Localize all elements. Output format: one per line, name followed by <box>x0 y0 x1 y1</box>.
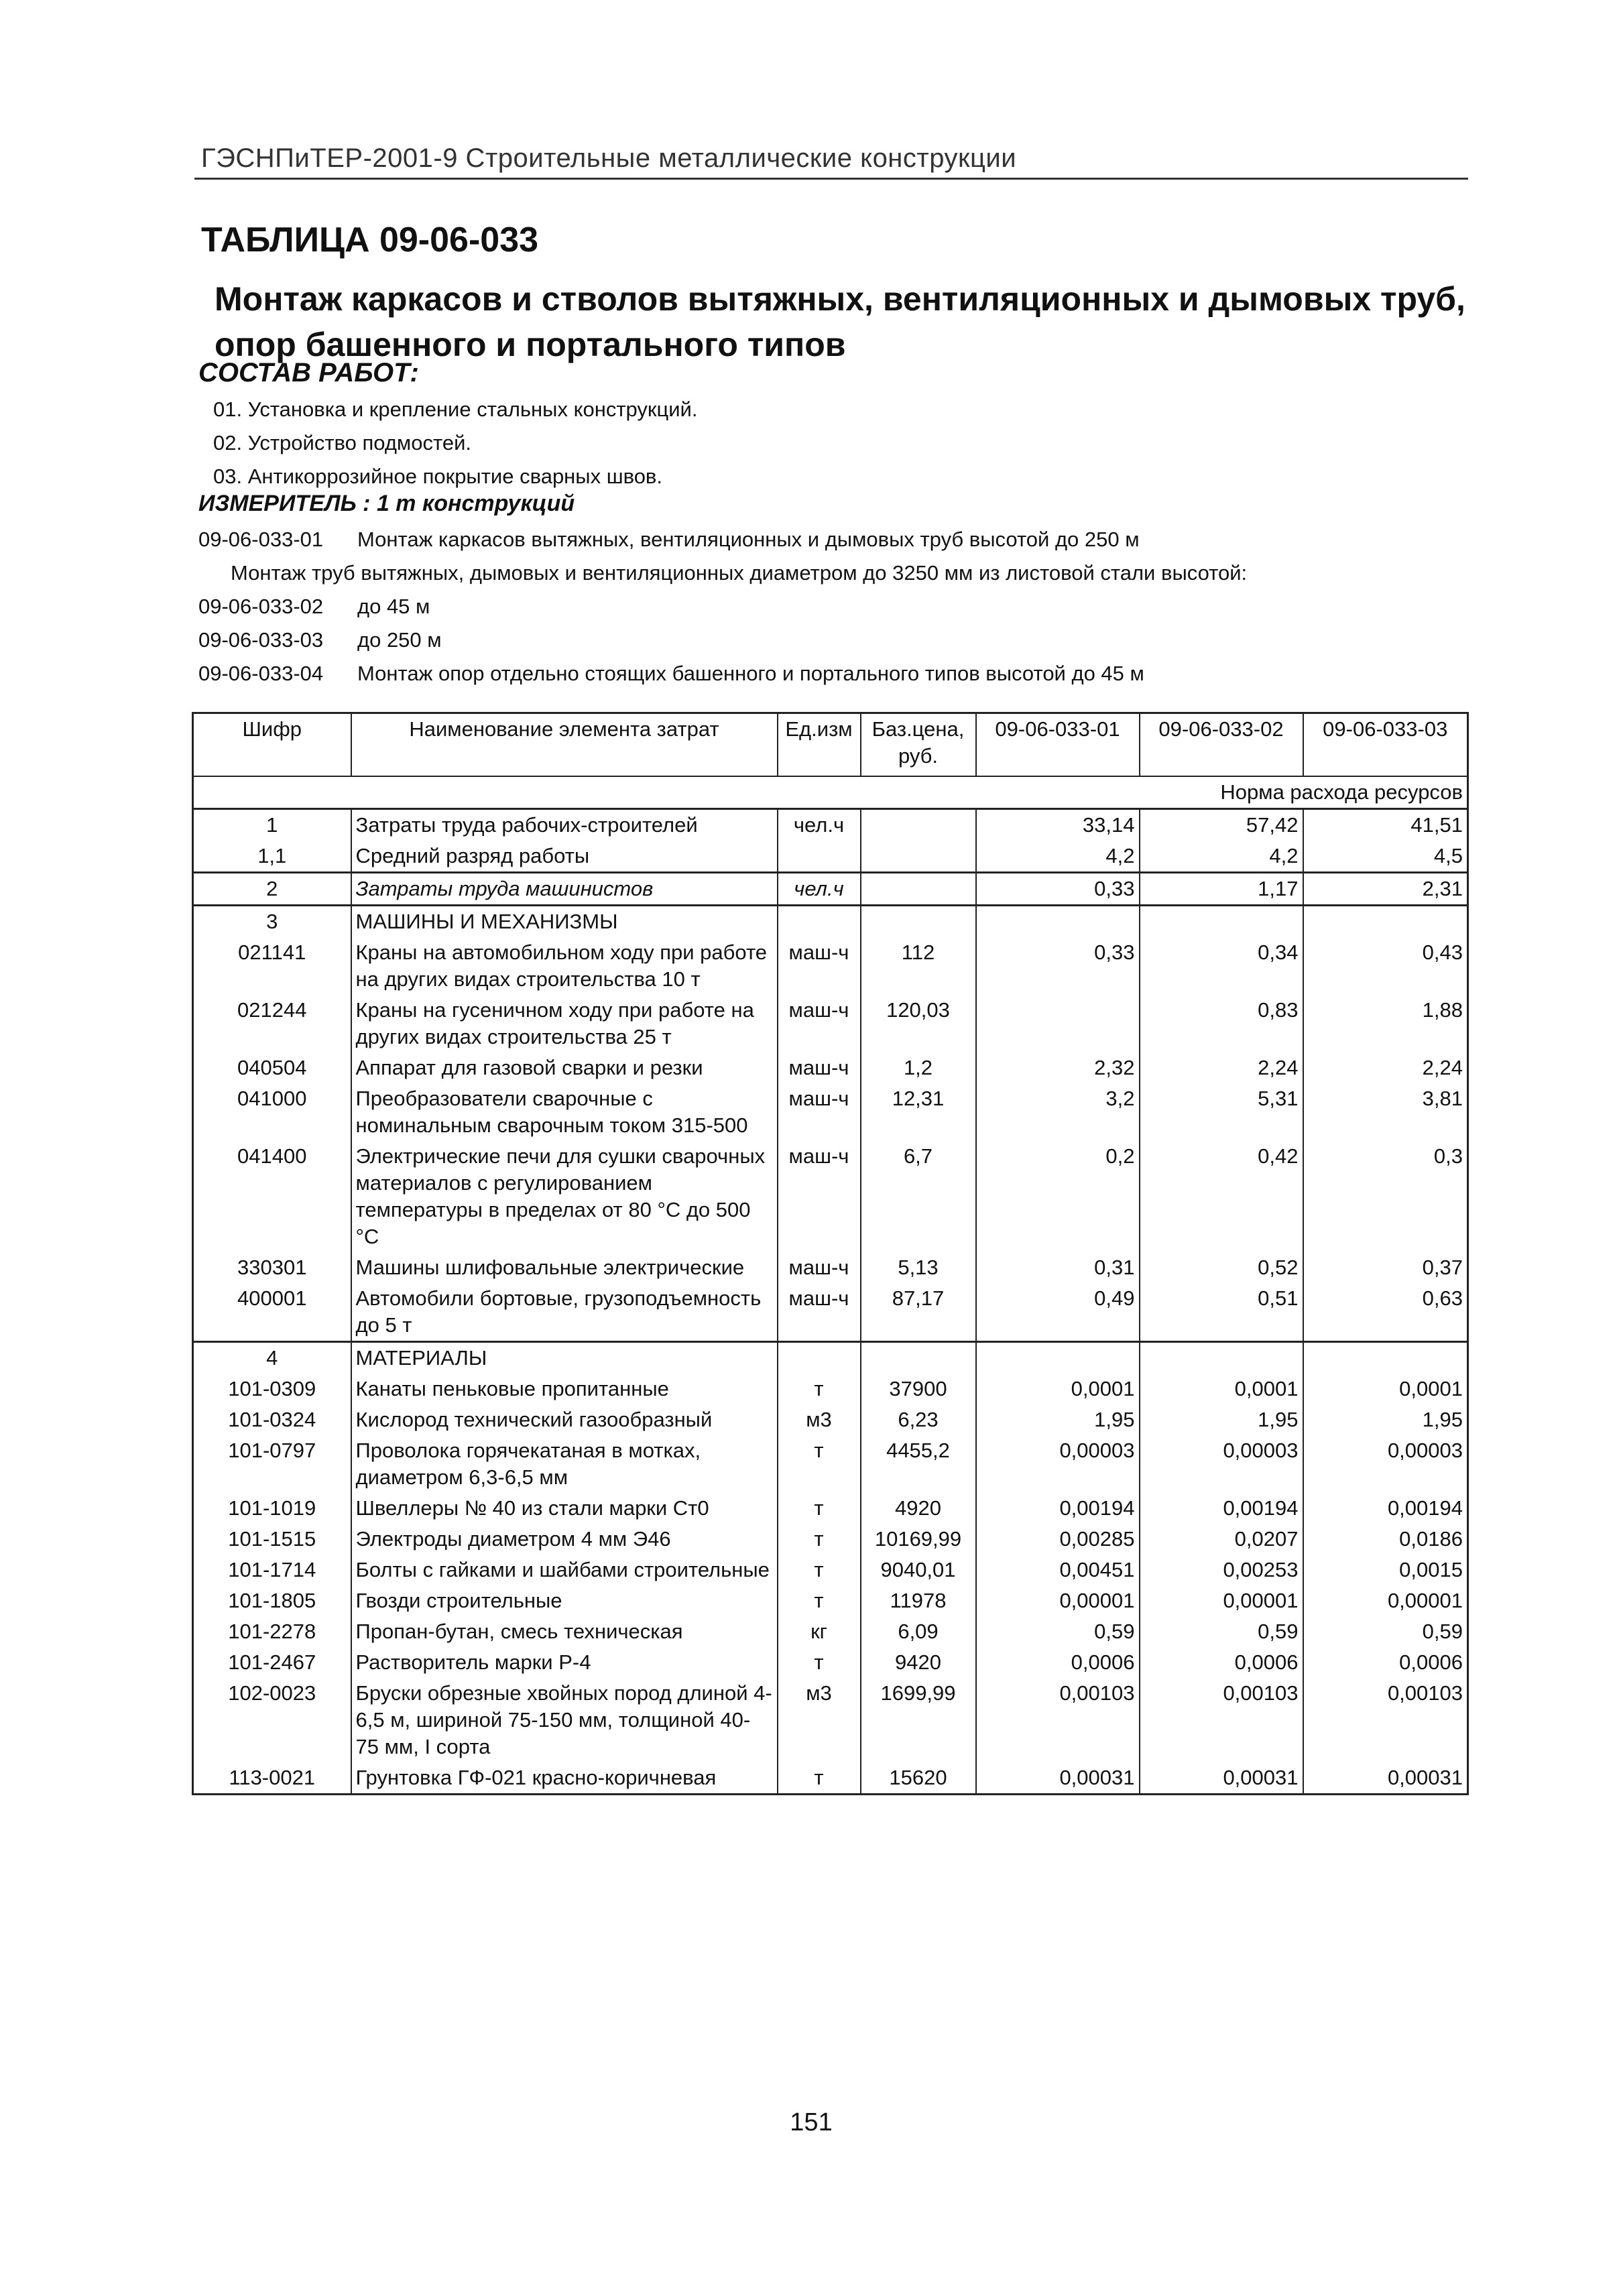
cell-price: 112 <box>861 937 976 995</box>
header-name: Наименование элемента затрат <box>351 713 778 777</box>
cell-variant-2: 0,52 <box>1140 1252 1303 1283</box>
cell-code: 041400 <box>193 1141 351 1252</box>
cell-variant-2: 0,00194 <box>1140 1493 1303 1524</box>
cell-variant-3: 0,00003 <box>1303 1435 1468 1493</box>
table-row <box>193 1052 1468 1083</box>
cell-variant-2: 0,0207 <box>1140 1524 1303 1555</box>
variant-code: 09-06-033-01 <box>198 528 324 551</box>
table-row <box>193 809 1468 841</box>
cell-variant-2: 2,24 <box>1140 1052 1303 1083</box>
variant-code: 09-06-033-04 <box>198 662 324 685</box>
cell-name: Электрические печи для сушки сварочных материалов с регулированием температуры в пределах от 80 °С до 500 °С <box>351 1141 778 1252</box>
page-title: Монтаж каркасов и стволов вытяжных, вентиляционных и дымовых труб, опор башенного и портального типов <box>215 280 1465 363</box>
cell-variant-3: 0,3 <box>1303 1141 1468 1252</box>
cell-variant-1: 0,31 <box>976 1252 1140 1283</box>
cell-unit: т <box>778 1585 861 1616</box>
cell-name: Грунтовка ГФ-021 красно-коричневая <box>351 1762 778 1795</box>
cell-price: 11978 <box>861 1585 976 1616</box>
cell-unit: маш-ч <box>778 1083 861 1141</box>
page-number: 151 <box>790 2108 833 2136</box>
cell-code: 101-1714 <box>193 1555 351 1585</box>
cell-price: 5,13 <box>861 1252 976 1283</box>
cell-variant-1: 0,33 <box>976 873 1140 906</box>
table-code: ТАБЛИЦА 09-06-033 <box>201 221 539 259</box>
cell-price: 9040,01 <box>861 1555 976 1585</box>
cell-name: Краны на автомобильном ходу при работе на других видах строительства 10 т <box>351 937 778 995</box>
cell-variant-1: 0,00194 <box>976 1493 1140 1524</box>
table-row <box>193 1616 1468 1647</box>
cell-unit: т <box>778 1493 861 1524</box>
cell-price: 6,09 <box>861 1616 976 1647</box>
cell-variant-1: 1,95 <box>976 1404 1140 1435</box>
cell-name: Автомобили бортовые, грузоподъемность до 5 т <box>351 1283 778 1342</box>
cell-name: Бруски обрезные хвойных пород длиной 4-6,5 м, шириной 75-150 мм, толщиной 40-75 мм, I сорта <box>351 1678 778 1762</box>
header-variant-2: 09-06-033-02 <box>1140 713 1303 777</box>
cell-unit: т <box>778 1762 861 1795</box>
table-row <box>193 995 1468 1052</box>
cell-variant-2: 0,51 <box>1140 1283 1303 1342</box>
table-row <box>193 1585 1468 1616</box>
header-code: Шифр <box>193 713 351 777</box>
cell-variant-1: 0,49 <box>976 1283 1140 1342</box>
cell-name: Растворитель марки Р-4 <box>351 1647 778 1678</box>
cell-price: 12,31 <box>861 1083 976 1141</box>
table-row <box>193 1283 1468 1342</box>
cell-unit: т <box>778 1524 861 1555</box>
cell-variant-1: 2,32 <box>976 1052 1140 1083</box>
cell-variant-3: 2,24 <box>1303 1052 1468 1083</box>
cell-variant-3: 0,0186 <box>1303 1524 1468 1555</box>
cell-variant-1: 0,00001 <box>976 1585 1140 1616</box>
cell-code: 101-1019 <box>193 1493 351 1524</box>
cell-variant-2: 0,00253 <box>1140 1555 1303 1585</box>
cell-price: 6,7 <box>861 1141 976 1252</box>
cell-variant-2: 57,42 <box>1140 809 1303 841</box>
cell-name: Кислород технический газообразный <box>351 1404 778 1435</box>
cell-variant-3: 3,81 <box>1303 1083 1468 1141</box>
table-body <box>193 809 1468 1795</box>
cell-price: 87,17 <box>861 1283 976 1342</box>
cell-variant-3: 41,51 <box>1303 809 1468 841</box>
cell-unit: т <box>778 1555 861 1585</box>
table-row <box>193 1342 1468 1374</box>
cell-variant-3: 0,0001 <box>1303 1374 1468 1404</box>
cell-code: 1 <box>193 809 351 841</box>
cell-code: 113-0021 <box>193 1762 351 1795</box>
table-row <box>193 1083 1468 1141</box>
table-row <box>193 1555 1468 1585</box>
cell-variant-2: 0,83 <box>1140 995 1303 1052</box>
cell-code: 040504 <box>193 1052 351 1083</box>
variant-text: Монтаж опор отдельно стоящих башенного и портального типов высотой до 45 м <box>357 662 1144 685</box>
cell-unit: чел.ч <box>778 873 861 906</box>
cell-name: МАТЕРИАЛЫ <box>351 1342 778 1374</box>
cell-name: Затраты труда рабочих-строителей <box>351 809 778 841</box>
header-variant-1: 09-06-033-01 <box>976 713 1140 777</box>
cell-variant-1: 0,00103 <box>976 1678 1140 1762</box>
work-item: 02. Устройство подмостей. <box>213 431 472 455</box>
cell-name: Средний разряд работы <box>351 841 778 873</box>
cell-variant-2: 0,42 <box>1140 1141 1303 1252</box>
cell-unit: маш-ч <box>778 1141 861 1252</box>
cell-code: 1,1 <box>193 841 351 873</box>
cell-price <box>861 906 976 938</box>
cell-variant-2: 0,0006 <box>1140 1647 1303 1678</box>
cell-price <box>861 841 976 873</box>
cell-name: Канаты пеньковые пропитанные <box>351 1374 778 1404</box>
cell-code: 021244 <box>193 995 351 1052</box>
variant-row <box>198 623 1247 657</box>
norm-label-row <box>193 776 1468 809</box>
cell-code: 102-0023 <box>193 1678 351 1762</box>
cell-unit <box>778 906 861 938</box>
cell-variant-3: 0,59 <box>1303 1616 1468 1647</box>
cell-variant-1: 0,00031 <box>976 1762 1140 1795</box>
variant-note-text: Монтаж труб вытяжных, дымовых и вентиляционных диаметром до 3250 мм из листовой стали высотой: <box>231 561 1248 585</box>
cell-variant-2 <box>1140 1342 1303 1374</box>
cell-unit: м3 <box>778 1404 861 1435</box>
cell-variant-1: 0,0006 <box>976 1647 1140 1678</box>
cell-unit: т <box>778 1435 861 1493</box>
cell-variant-3: 4,5 <box>1303 841 1468 873</box>
cell-name: Проволока горячекатаная в мотках, диаметром 6,3-6,5 мм <box>351 1435 778 1493</box>
cell-name: Преобразователи сварочные с номинальным сварочным током 315-500 <box>351 1083 778 1141</box>
table-row <box>193 873 1468 906</box>
cell-code: 101-1805 <box>193 1585 351 1616</box>
cell-variant-3: 0,00031 <box>1303 1762 1468 1795</box>
cell-price: 1,2 <box>861 1052 976 1083</box>
cell-name: МАШИНЫ И МЕХАНИЗМЫ <box>351 906 778 938</box>
variant-code: 09-06-033-03 <box>198 628 324 652</box>
cell-unit: кг <box>778 1616 861 1647</box>
cell-variant-1: 4,2 <box>976 841 1140 873</box>
cell-variant-1: 33,14 <box>976 809 1140 841</box>
work-composition-list <box>213 393 698 493</box>
variants-list <box>198 523 1247 690</box>
table-row <box>193 1524 1468 1555</box>
cell-variant-2: 1,17 <box>1140 873 1303 906</box>
cell-code: 101-2467 <box>193 1647 351 1678</box>
variant-text: Монтаж каркасов вытяжных, вентиляционных и дымовых труб высотой до 250 м <box>357 528 1140 551</box>
table-row <box>193 1252 1468 1283</box>
cell-variant-2: 0,0001 <box>1140 1374 1303 1404</box>
cell-variant-3: 1,88 <box>1303 995 1468 1052</box>
cell-price <box>861 809 976 841</box>
table-row <box>193 1404 1468 1435</box>
cell-name: Гвозди строительные <box>351 1585 778 1616</box>
cell-code: 400001 <box>193 1283 351 1342</box>
variant-code: 09-06-033-02 <box>198 595 324 618</box>
cell-variant-2: 0,34 <box>1140 937 1303 995</box>
running-header: ГЭСНПиТЕР-2001-9 Строительные металлические конструкции <box>201 143 1017 173</box>
cell-variant-2 <box>1140 906 1303 938</box>
cell-variant-1: 3,2 <box>976 1083 1140 1141</box>
cell-price <box>861 873 976 906</box>
cell-price: 120,03 <box>861 995 976 1052</box>
cell-name: Затраты труда машинистов <box>351 873 778 906</box>
cell-price: 9420 <box>861 1647 976 1678</box>
work-item: 03. Антикоррозийное покрытие сварных швов. <box>213 465 663 488</box>
table-row <box>193 906 1468 938</box>
variant-row <box>198 657 1247 690</box>
header-unit: Ед.изм <box>778 713 861 777</box>
cell-price <box>861 1342 976 1374</box>
cell-variant-1: 0,00451 <box>976 1555 1140 1585</box>
cell-variant-3: 2,31 <box>1303 873 1468 906</box>
table-row <box>193 1493 1468 1524</box>
cell-name: Пропан-бутан, смесь техническая <box>351 1616 778 1647</box>
cell-variant-1 <box>976 995 1140 1052</box>
cell-name: Аппарат для газовой сварки и резки <box>351 1052 778 1083</box>
cell-variant-1: 0,00003 <box>976 1435 1140 1493</box>
cell-code: 2 <box>193 873 351 906</box>
cell-name: Болты с гайками и шайбами строительные <box>351 1555 778 1585</box>
cell-variant-2: 0,00031 <box>1140 1762 1303 1795</box>
variant-group-note <box>198 556 1247 590</box>
meter-label: ИЗМЕРИТЕЛЬ : 1 т конструкций <box>198 491 575 516</box>
variant-row <box>198 590 1247 623</box>
cell-variant-3: 1,95 <box>1303 1404 1468 1435</box>
cell-unit: м3 <box>778 1678 861 1762</box>
cell-price: 4920 <box>861 1493 976 1524</box>
cell-variant-1 <box>976 906 1140 938</box>
cell-code: 3 <box>193 906 351 938</box>
table-row <box>193 1762 1468 1795</box>
cell-code: 041000 <box>193 1083 351 1141</box>
cell-unit: маш-ч <box>778 1052 861 1083</box>
cell-variant-2: 0,00001 <box>1140 1585 1303 1616</box>
cell-variant-1: 0,0001 <box>976 1374 1140 1404</box>
cell-code: 101-0309 <box>193 1374 351 1404</box>
cell-variant-1 <box>976 1342 1140 1374</box>
work-composition-heading: СОСТАВ РАБОТ: <box>198 358 419 387</box>
cell-variant-2: 1,95 <box>1140 1404 1303 1435</box>
header-price: Баз.цена, руб. <box>861 713 976 777</box>
cell-unit <box>778 1342 861 1374</box>
cell-variant-2: 0,00003 <box>1140 1435 1303 1493</box>
cell-variant-2: 5,31 <box>1140 1083 1303 1141</box>
cell-name: Машины шлифовальные электрические <box>351 1252 778 1283</box>
cell-unit: т <box>778 1374 861 1404</box>
cell-variant-3: 0,00103 <box>1303 1678 1468 1762</box>
cell-unit <box>778 841 861 873</box>
cell-variant-3: 0,63 <box>1303 1283 1468 1342</box>
cell-variant-3 <box>1303 906 1468 938</box>
cell-price: 37900 <box>861 1374 976 1404</box>
variant-text: до 250 м <box>357 628 442 652</box>
work-item: 01. Установка и крепление стальных конструкций. <box>213 398 698 421</box>
cell-unit: маш-ч <box>778 1252 861 1283</box>
cell-unit: маш-ч <box>778 995 861 1052</box>
norm-label: Норма расхода ресурсов <box>193 776 1468 809</box>
cell-variant-3: 0,37 <box>1303 1252 1468 1283</box>
cell-code: 330301 <box>193 1252 351 1283</box>
resource-table <box>192 712 1469 1795</box>
table-row <box>193 1374 1468 1404</box>
cell-unit: чел.ч <box>778 809 861 841</box>
cell-unit: маш-ч <box>778 1283 861 1342</box>
cell-variant-1: 0,33 <box>976 937 1140 995</box>
cell-variant-1: 0,59 <box>976 1616 1140 1647</box>
cell-variant-2: 0,00103 <box>1140 1678 1303 1762</box>
cell-variant-3 <box>1303 1342 1468 1374</box>
cell-code: 101-0797 <box>193 1435 351 1493</box>
cell-code: 101-0324 <box>193 1404 351 1435</box>
header-variant-3: 09-06-033-03 <box>1303 713 1468 777</box>
cell-variant-3: 0,00194 <box>1303 1493 1468 1524</box>
cell-price: 1699,99 <box>861 1678 976 1762</box>
cell-code: 4 <box>193 1342 351 1374</box>
cell-code: 021141 <box>193 937 351 995</box>
cell-variant-1: 0,2 <box>976 1141 1140 1252</box>
cell-variant-3: 0,0006 <box>1303 1647 1468 1678</box>
table-row <box>193 1141 1468 1252</box>
cell-variant-1: 0,00285 <box>976 1524 1140 1555</box>
variant-row <box>198 523 1247 556</box>
cell-variant-2: 4,2 <box>1140 841 1303 873</box>
cell-price: 10169,99 <box>861 1524 976 1555</box>
cell-price: 15620 <box>861 1762 976 1795</box>
table-row <box>193 1647 1468 1678</box>
table-row <box>193 841 1468 873</box>
header-rule <box>194 178 1468 180</box>
cell-variant-3: 0,43 <box>1303 937 1468 995</box>
cell-code: 101-1515 <box>193 1524 351 1555</box>
cell-variant-3: 0,00001 <box>1303 1585 1468 1616</box>
table-row <box>193 937 1468 995</box>
cell-name: Швеллеры № 40 из стали марки Ст0 <box>351 1493 778 1524</box>
cell-unit: т <box>778 1647 861 1678</box>
cell-name: Электроды диаметром 4 мм Э46 <box>351 1524 778 1555</box>
variant-text: до 45 м <box>357 595 430 618</box>
cell-code: 101-2278 <box>193 1616 351 1647</box>
cell-price: 6,23 <box>861 1404 976 1435</box>
cell-variant-3: 0,0015 <box>1303 1555 1468 1585</box>
cell-unit: маш-ч <box>778 937 861 995</box>
table-row <box>193 1435 1468 1493</box>
cell-name: Краны на гусеничном ходу при работе на других видах строительства 25 т <box>351 995 778 1052</box>
cell-price: 4455,2 <box>861 1435 976 1493</box>
table-row <box>193 1678 1468 1762</box>
cell-variant-2: 0,59 <box>1140 1616 1303 1647</box>
table-header-row <box>193 713 1468 777</box>
